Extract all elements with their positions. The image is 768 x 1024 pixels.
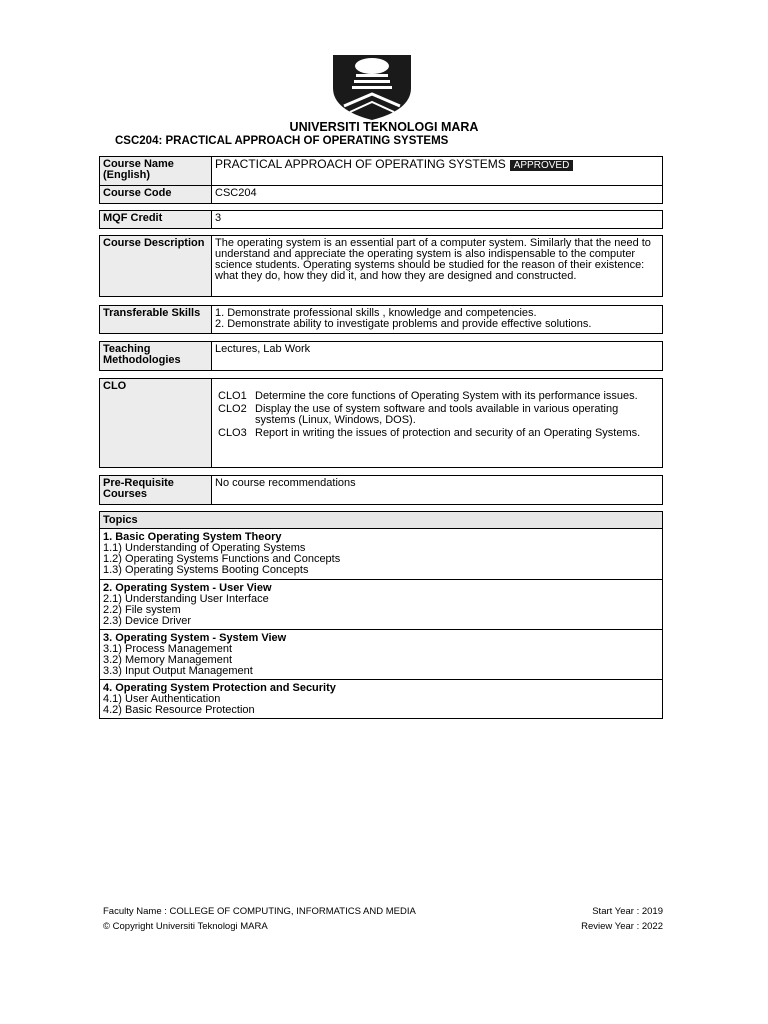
topic-item: 4.2) Basic Resource Protection xyxy=(103,704,255,716)
description-label: Course Description xyxy=(100,236,212,296)
topic-title: 1. Basic Operating System Theory xyxy=(103,531,282,543)
clo-id: CLO2 xyxy=(218,403,247,415)
topic-item: 1.3) Operating Systems Booting Concepts xyxy=(103,564,309,576)
mqf-value: 3 xyxy=(215,212,222,224)
teaching-table xyxy=(99,341,663,371)
topic-title: 2. Operating System - User View xyxy=(103,582,272,594)
topics-table xyxy=(99,511,663,719)
topic-item: 2.3) Device Driver xyxy=(103,615,192,627)
clo-text: Display the use of system software and tools available in various operating systems (Linux, Windows, DOS). xyxy=(255,403,619,426)
clo-item xyxy=(215,428,659,439)
topic-group xyxy=(100,529,662,579)
topic-item: 3.3) Input Output Management xyxy=(103,665,253,677)
topic-group xyxy=(100,679,662,718)
topic-title: 3. Operating System - System View xyxy=(103,632,287,644)
clo-label: CLO xyxy=(100,379,212,467)
skill-item: 1. Demonstrate professional skills , knowledge and competencies. xyxy=(215,307,537,319)
topic-item: 4.1) User Authentication xyxy=(103,693,221,705)
teaching-value: Lectures, Lab Work xyxy=(215,343,311,355)
topic-group xyxy=(100,579,662,629)
course-code-label: Course Code xyxy=(100,186,212,203)
topic-item: 3.2) Memory Management xyxy=(103,654,232,666)
prerequisite-value: No course recommendations xyxy=(215,477,356,489)
clo-item xyxy=(215,404,659,426)
skills-value xyxy=(212,306,662,333)
topic-group xyxy=(100,629,662,679)
course-code-value: CSC204 xyxy=(215,187,257,199)
course-name-label: Course Name (English) xyxy=(100,157,212,185)
clo-list xyxy=(212,379,662,467)
skill-item: 2. Demonstrate ability to investigate problems and provide effective solutions. xyxy=(215,318,592,330)
course-name-text: PRACTICAL APPROACH OF OPERATING SYSTEMS xyxy=(215,157,506,171)
topics-body xyxy=(100,529,662,718)
clo-text: Report in writing the issues of protection and security of an Operating Systems. xyxy=(255,427,641,439)
footer-copyright: © Copyright Universiti Teknologi MARA xyxy=(103,921,268,932)
course-identity-table xyxy=(99,156,663,204)
topic-item: 2.2) File system xyxy=(103,604,181,616)
clo-text: Determine the core functions of Operating System with its performance issues. xyxy=(255,390,638,402)
skills-label: Transferable Skills xyxy=(100,306,212,333)
topic-title: 4. Operating System Protection and Security xyxy=(103,682,336,694)
mqf-table xyxy=(99,210,663,229)
prerequisite-label: Pre-Requisite Courses xyxy=(100,476,212,504)
skills-table xyxy=(99,305,663,334)
clo-item xyxy=(215,391,659,402)
topic-item: 1.2) Operating Systems Functions and Concepts xyxy=(103,553,341,565)
clo-table xyxy=(99,378,663,468)
clo-id: CLO1 xyxy=(218,390,247,402)
clo-id: CLO3 xyxy=(218,427,247,439)
teaching-label: Teaching Methodologies xyxy=(100,342,212,370)
footer-start-year: Start Year : 2019 xyxy=(592,906,663,917)
footer-review-year: Review Year : 2022 xyxy=(581,921,663,932)
description-table xyxy=(99,235,663,297)
course-title: CSC204: PRACTICAL APPROACH OF OPERATING SYSTEMS xyxy=(115,135,449,147)
topic-item: 1.1) Understanding of Operating Systems xyxy=(103,542,306,554)
description-value: The operating system is an essential part of a computer system. Similarly that the need to understand and appreciate the operating system is also indispensable to the computer science students. Operating systems should be studied for the reason of their existence: what they do, how they did it, and how they are designed and constructed. xyxy=(215,237,651,282)
course-name-value xyxy=(212,157,662,185)
prerequisite-table xyxy=(99,475,663,505)
university-logo-icon xyxy=(330,52,414,122)
mqf-label: MQF Credit xyxy=(100,211,212,228)
topics-heading: Topics xyxy=(100,512,662,529)
topic-item: 3.1) Process Management xyxy=(103,643,233,655)
university-name: UNIVERSITI TEKNOLOGI MARA xyxy=(289,120,479,134)
status-badge: APPROVED xyxy=(510,160,574,171)
topic-item: 2.1) Understanding User Interface xyxy=(103,593,269,605)
footer-faculty: Faculty Name : COLLEGE OF COMPUTING, INFORMATICS AND MEDIA xyxy=(103,906,416,917)
